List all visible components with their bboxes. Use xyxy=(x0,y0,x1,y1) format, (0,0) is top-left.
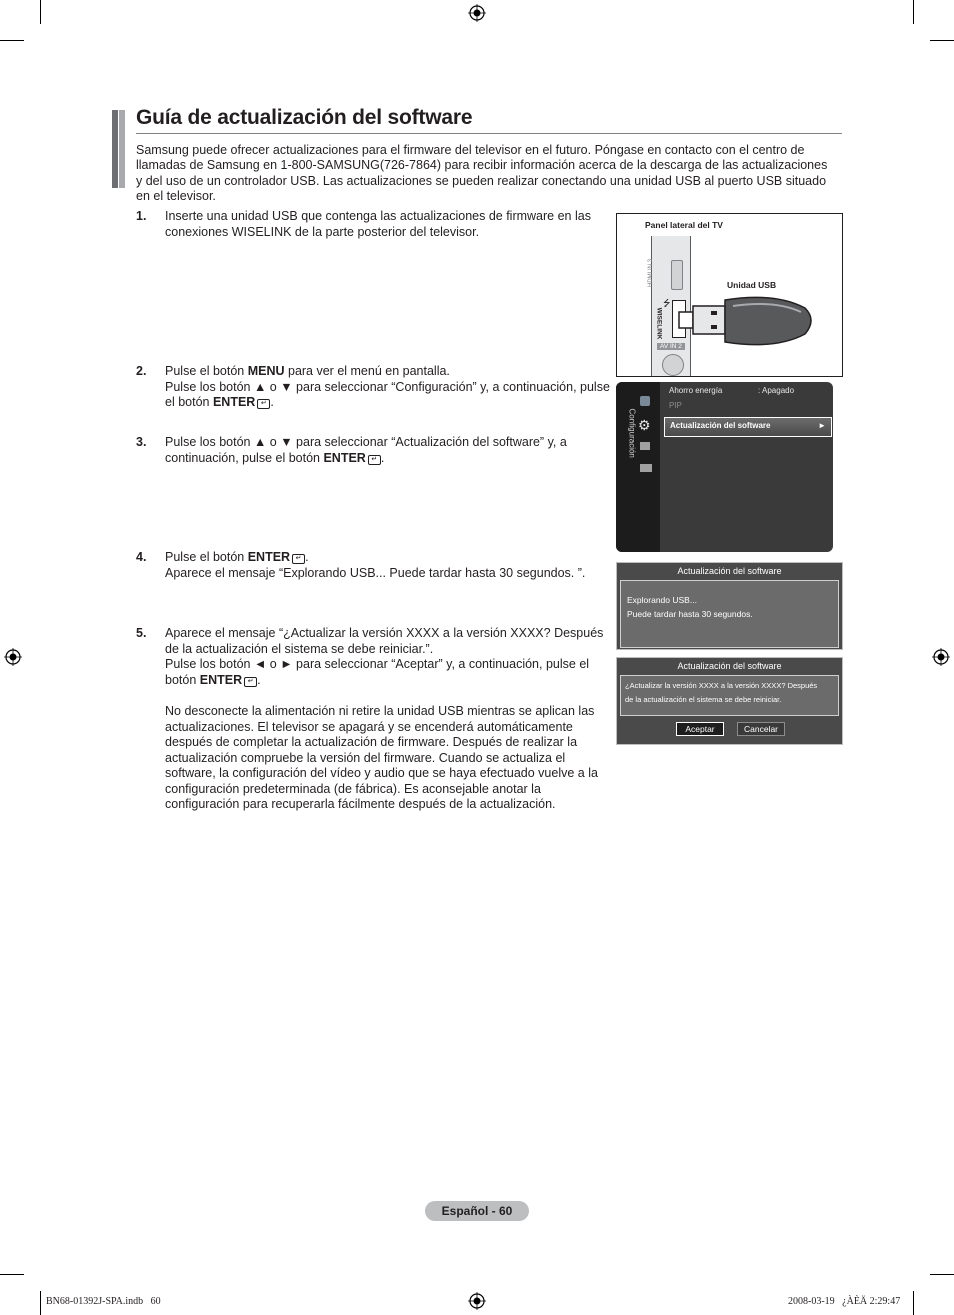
registration-mark-icon xyxy=(468,4,486,22)
cancel-button[interactable]: Cancelar xyxy=(737,722,785,736)
step-text xyxy=(165,626,610,813)
crop-mark xyxy=(0,1274,24,1275)
menu-category-label: Configuración xyxy=(627,408,637,458)
exploring-usb-dialog xyxy=(616,562,843,650)
enter-icon: ↵ xyxy=(244,677,257,687)
step-line: Aparece el mensaje “¿Actualizar la versión XXXX a la versión XXXX? Después de la actualización el sistema se debe reiniciar.”. xyxy=(165,626,604,656)
step-number: 5. xyxy=(136,626,147,640)
crop-mark xyxy=(930,1274,954,1275)
dialog-line: Explorando USB... xyxy=(627,595,697,605)
step-text xyxy=(165,364,610,411)
step-number: 1. xyxy=(136,209,147,223)
gear-icon: ⚙ xyxy=(638,417,651,433)
menu-item-ahorro[interactable]: Ahorro energía : Apagado xyxy=(669,386,795,395)
print-slug-right: 2008-03-19 ¿ÀÈÄ 2:29:47 xyxy=(788,1296,901,1307)
title-accent-bar xyxy=(119,110,125,188)
step-line: Pulse el botón ENTER ↵ . xyxy=(165,550,309,564)
wiselink-port-label: WISELINK xyxy=(655,307,663,340)
page-number-badge: Español - 60 xyxy=(425,1201,529,1221)
crop-mark xyxy=(913,1291,914,1315)
crop-mark xyxy=(40,1291,41,1315)
enter-icon: ↵ xyxy=(368,455,381,465)
dialog-body xyxy=(620,675,839,716)
print-slug-left: BN68-01392J-SPA.indb 60 xyxy=(46,1296,161,1307)
page-title: Guía de actualización del software xyxy=(136,106,473,129)
accept-button[interactable]: Aceptar xyxy=(676,722,724,736)
registration-mark-icon xyxy=(468,1292,486,1310)
picture-icon xyxy=(640,396,650,406)
dialog-line: Puede tardar hasta 30 segundos. xyxy=(627,609,753,619)
step-text: Inserte una unidad USB que contenga las actualizaciones de firmware en las conexiones WISELINK de la parte posterior del televisor. xyxy=(165,209,591,239)
title-divider xyxy=(136,133,842,134)
confirm-update-dialog xyxy=(616,657,843,745)
intro-paragraph: Samsung puede ofrecer actualizaciones para el firmware del televisor en el futuro. Póngase en contacto con el centro de llamadas de Samsung en 1-800-SAMSUNG(726-7864) para recibir información acerca de la descarga de las actualizaciones y del uso de un controlador USB. Las actualizaciones se pueden realizar conectando una unidad USB al puerto USB situado en el televisor. xyxy=(136,143,828,204)
channel-icon xyxy=(640,442,650,450)
hdmi-port xyxy=(671,260,683,290)
step-note: No desconecte la alimentación ni retire la unidad USB mientras se aplican las actualizaciones. El televisor se apagará y se encenderá automáticamente después de completar la actualización de firmware. Después de realizar la actualización compruebe la versión del firmware. Cuando se actualiza el software, la configuración del vídeo y audio que se haya efectuado vuelve a la configuración predeterminada (de fábrica). Es aconsejable anotar la configuración para recuperarla fácilmente después de la actualización. xyxy=(165,704,598,811)
chevron-right-icon: ► xyxy=(818,421,826,430)
panel-label: Panel lateral del TV xyxy=(645,220,723,230)
step-text: Pulse los botón ▲ o ▼ para seleccionar “Actualización del software” y, a continuación, pulse el botón ENTER ↵ . xyxy=(165,435,567,465)
dialog-body xyxy=(620,580,839,648)
registration-mark-icon xyxy=(932,648,950,666)
menu-item-pip[interactable]: PIP xyxy=(669,401,682,410)
menu-item-software-update[interactable]: Actualización del software ► xyxy=(664,417,832,437)
crop-mark xyxy=(913,0,914,24)
input-icon xyxy=(640,464,652,472)
settings-menu-screen xyxy=(616,382,833,552)
dialog-line: de la actualización el sistema se debe reiniciar. xyxy=(625,695,782,704)
hdmi-port-label: HDMI IN 3 xyxy=(648,258,655,288)
crop-mark xyxy=(930,40,954,41)
step-line: Aparece el mensaje “Explorando USB... Puede tardar hasta 30 segundos. ”. xyxy=(165,565,586,580)
menu-sidebar xyxy=(616,382,660,552)
registration-mark-icon xyxy=(4,648,22,666)
step-line: Pulse el botón MENU para ver el menú en pantalla. xyxy=(165,364,450,378)
enter-icon: ↵ xyxy=(257,399,270,409)
step-number: 3. xyxy=(136,435,147,449)
dialog-title: Actualización del software xyxy=(677,661,782,671)
enter-icon: ↵ xyxy=(292,554,305,564)
crop-mark xyxy=(40,0,41,24)
step-number: 2. xyxy=(136,364,147,378)
dialog-line: ¿Actualizar la versión XXXX a la versión XXXX? Después xyxy=(625,681,818,690)
title-accent-bar xyxy=(112,110,118,188)
usb-label: Unidad USB xyxy=(727,280,777,290)
av-port xyxy=(662,354,684,376)
usb-drive-icon xyxy=(675,294,815,348)
crop-mark xyxy=(0,40,24,41)
usb-port-icon: ⭍ xyxy=(663,298,671,308)
step-line: Pulse los botón ▲ o ▼ para seleccionar “Configuración” y, a continuación, pulse el botón ENTER ↵ . xyxy=(165,379,610,409)
av-port-label: AV IN 2 xyxy=(657,343,685,350)
step-line: Pulse los botón ◄ o ► para seleccionar “Aceptar” y, a continuación, pulse el botón ENTER ↵ . xyxy=(165,657,590,687)
step-number: 4. xyxy=(136,550,147,564)
tv-side-panel-illustration xyxy=(616,213,843,377)
step-text xyxy=(165,550,615,581)
dialog-title: Actualización del software xyxy=(677,566,782,576)
